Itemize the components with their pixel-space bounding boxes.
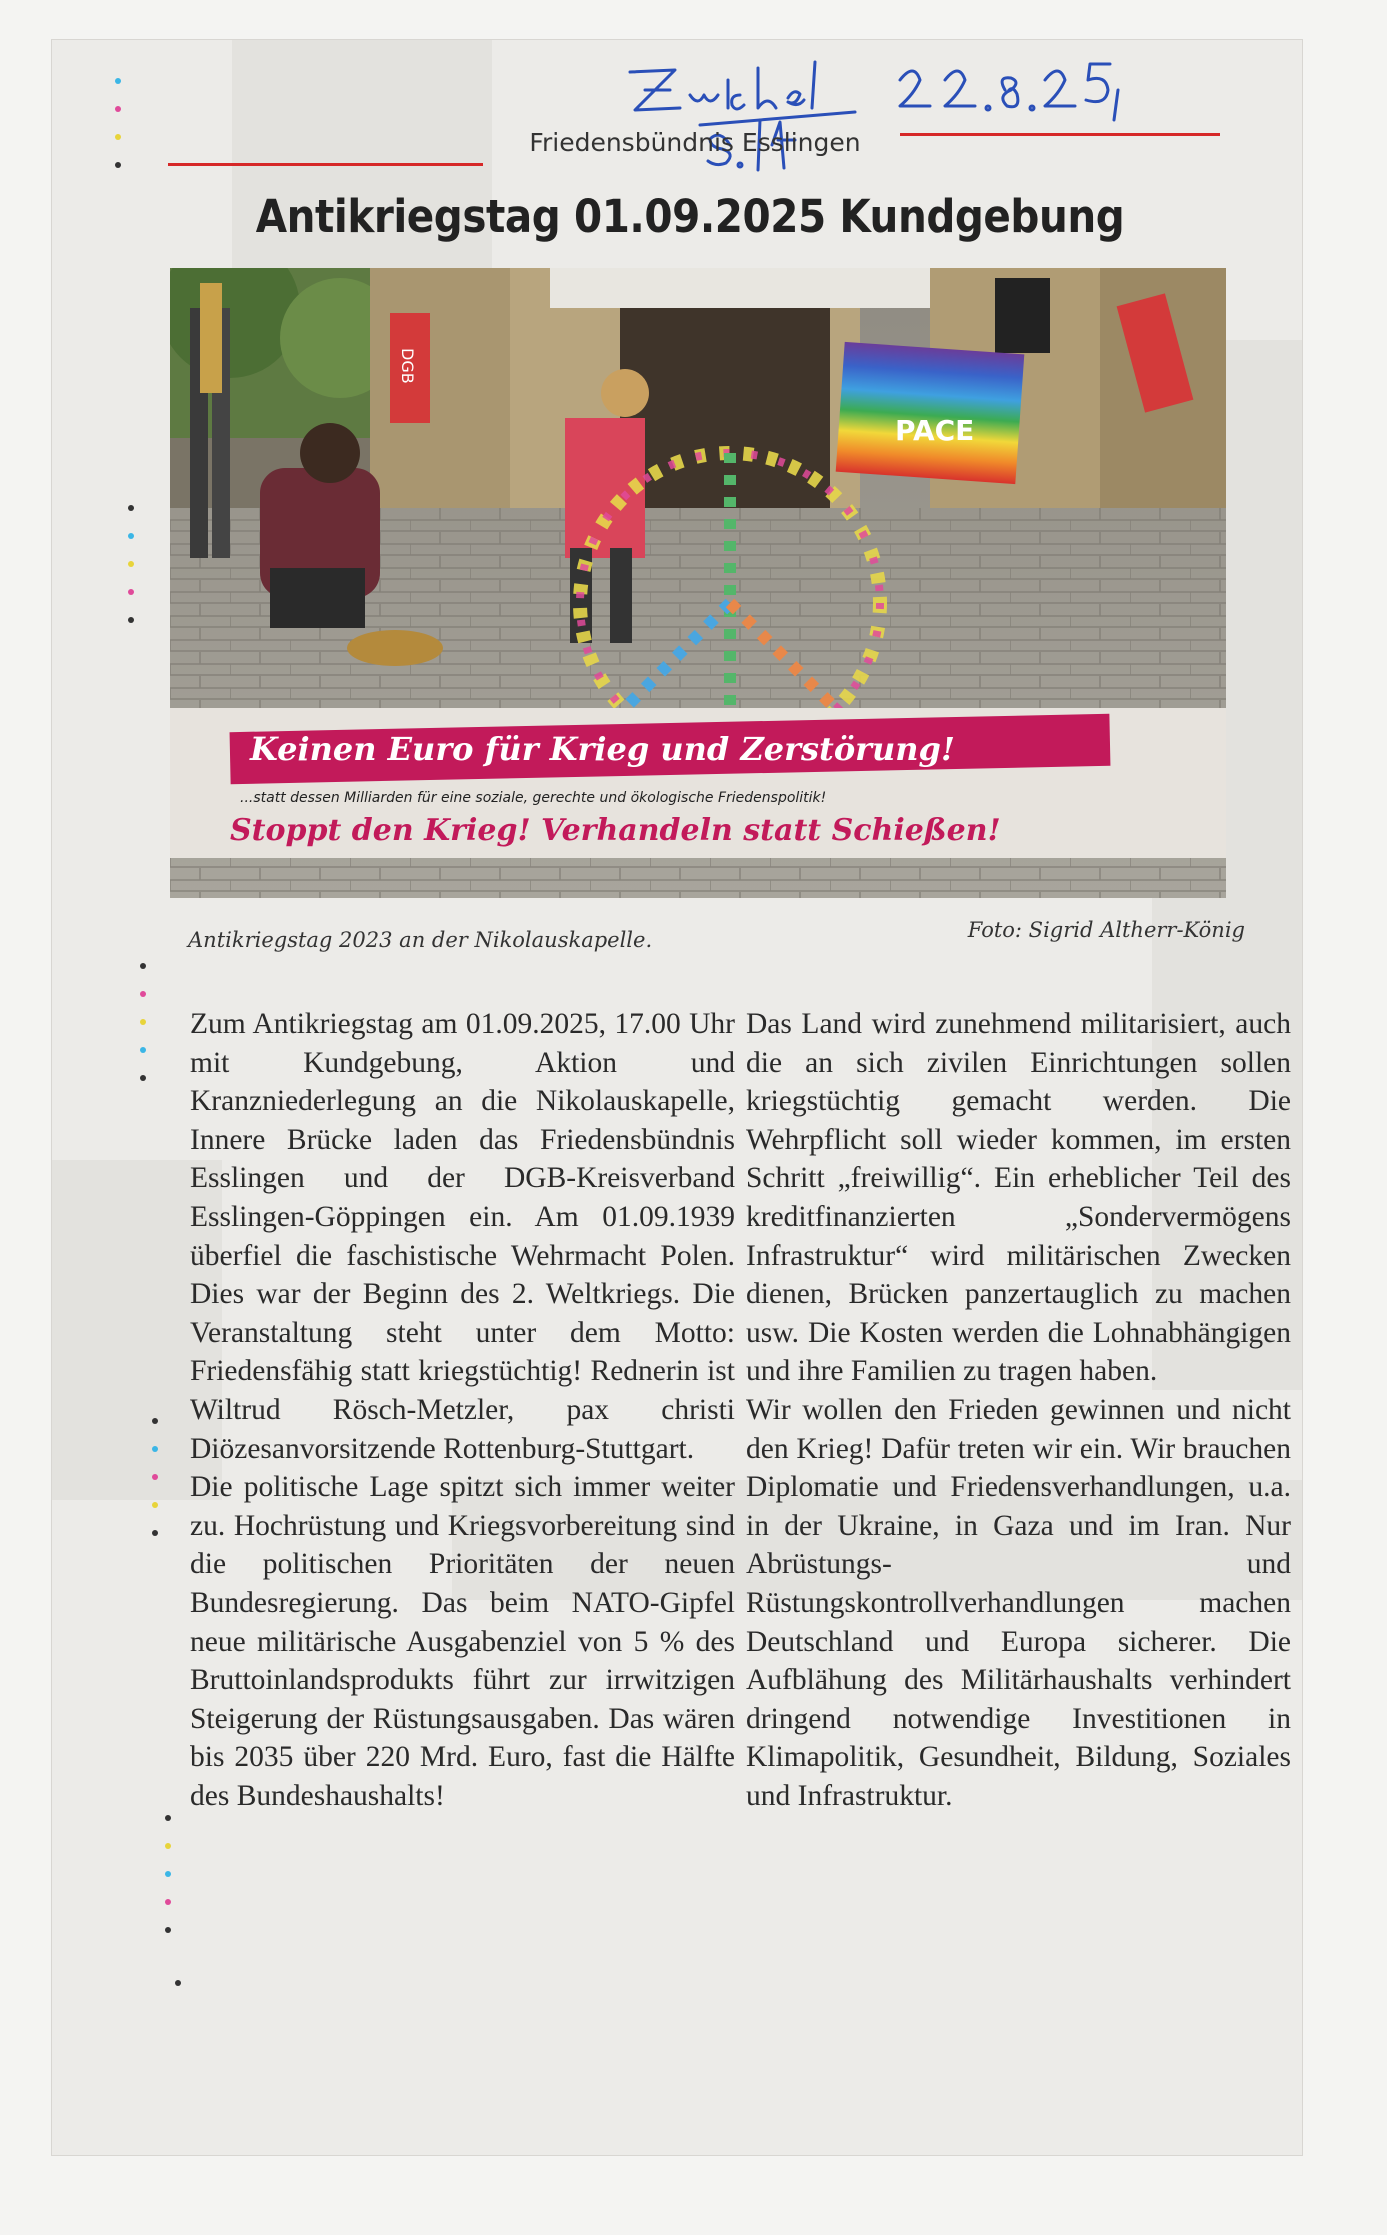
- print-registration-dot: [165, 1899, 171, 1905]
- print-registration-dot: [128, 617, 134, 623]
- article-paragraph: Die politische Lage spitzt sich immer weiter zu. Hochrüstung und Kriegsvorbereitung sind die politischen Prioritäten der neuen Bundesregierung. Das beim NATO-Gipfel neue militärische Ausgabenziel von 5 % des Bruttoinlandsprodukts führt zur irrwitzigen Steigerung der Rüstungsausgaben. Das wären bis 2035 über 220 Mrd. Euro, fast die Hälfte des Bundeshaushalts!: [190, 1471, 735, 1812]
- print-registration-dot: [165, 1927, 171, 1933]
- print-registration-dot: [165, 1843, 171, 1849]
- print-registration-dot: [165, 1871, 171, 1877]
- banner-line-3: Stoppt den Krieg! Verhandeln statt Schießen!: [230, 813, 1001, 848]
- print-registration-dot: [128, 533, 134, 539]
- article-column-right: [746, 1005, 1291, 1815]
- print-registration-dot: [115, 134, 121, 140]
- article-paragraph: Wir wollen den Frieden gewinnen und nicht den Krieg! Dafür treten wir ein. Wir brauchen Diplomatie und Friedensverhandlungen, u.a. in der Ukraine, in Gaza und im Iran. Nur Abrüstungs- und Rüstungskontrollverhandlungen machen Deutschland und Europa sicherer. Die Aufblähung des Militärhaushalts verhindert dringend notwendige Investitionen in Klimapolitik, Gesundheit, Bildung, Soziales und Infrastruktur.: [746, 1393, 1291, 1812]
- photo-caption: Antikriegstag 2023 an der Nikolauskapelle.: [188, 928, 653, 952]
- banner-line-2: ...statt dessen Milliarden für eine soziale, gerechte und ökologische Friedenspolitik!: [240, 790, 827, 806]
- kicker: Friedensbündnis Esslingen: [529, 128, 861, 157]
- kicker-rule: [900, 133, 1220, 136]
- print-registration-dot: [128, 589, 134, 595]
- print-registration-dot: [128, 505, 134, 511]
- print-registration-dot: [128, 561, 134, 567]
- print-registration-dot: [152, 1474, 158, 1480]
- print-registration-dot: [152, 1502, 158, 1508]
- print-registration-dot: [140, 1019, 146, 1025]
- kicker-rule: [168, 163, 483, 166]
- banner-line-1: Keinen Euro für Krieg und Zerstörung!: [250, 730, 955, 768]
- protest-scene-image: [170, 268, 1226, 898]
- handwritten-note: [600, 50, 1220, 180]
- print-registration-dot: [175, 1980, 181, 1986]
- article-paragraph: Zum Antikriegstag am 01.09.2025, 17.00 Uhr mit Kundgebung, Aktion und Kranzniederlegung an die Nikolauskapelle, Innere Brücke laden das Friedensbündnis Esslingen und der DGB-Kreisverband Esslingen-Göppingen ein. Am 01.09.1939 überfiel die faschistische Wehrmacht Polen. Dies war der Beginn des 2. Weltkriegs. Die Veranstaltung steht unter dem Motto: Friedensfähig statt kriegstüchtig! Rednerin ist Wiltrud Rösch-Metzler, pax christi Diözesanvorsitzende Rottenburg-Stuttgart.: [190, 1008, 735, 1465]
- article-column-left: [190, 1005, 735, 1815]
- print-registration-dot: [115, 162, 121, 168]
- print-registration-dot: [165, 1815, 171, 1821]
- print-registration-dot: [115, 78, 121, 84]
- print-registration-dot: [140, 1047, 146, 1053]
- print-registration-dot: [115, 106, 121, 112]
- union-flag-text: DGB: [398, 348, 417, 384]
- peace-flag-text: PACE: [895, 414, 975, 447]
- print-registration-dot: [140, 1075, 146, 1081]
- print-registration-dot: [152, 1418, 158, 1424]
- headline: Antikriegstag 01.09.2025 Kundgebung: [255, 190, 1125, 243]
- print-registration-dot: [152, 1530, 158, 1536]
- article-paragraph: Das Land wird zunehmend militarisiert, auch die an sich zivilen Einrichtungen sollen kriegstüchtig gemacht werden. Die Wehrpflicht soll wieder kommen, im ersten Schritt „freiwillig“. Ein erheblicher Teil des kreditfinanzierten „Sondervermögens Infrastruktur“ wird militärischen Zwecken dienen, Brücken panzertauglich zu machen usw. Die Kosten werden die Lohnabhängigen und ihre Familien zu tragen haben.: [746, 1008, 1291, 1388]
- print-registration-dot: [152, 1446, 158, 1452]
- print-registration-dot: [140, 963, 146, 969]
- article-photo: [170, 268, 1226, 898]
- photo-credit: Foto: Sigrid Altherr-König: [967, 918, 1245, 942]
- print-registration-dot: [140, 991, 146, 997]
